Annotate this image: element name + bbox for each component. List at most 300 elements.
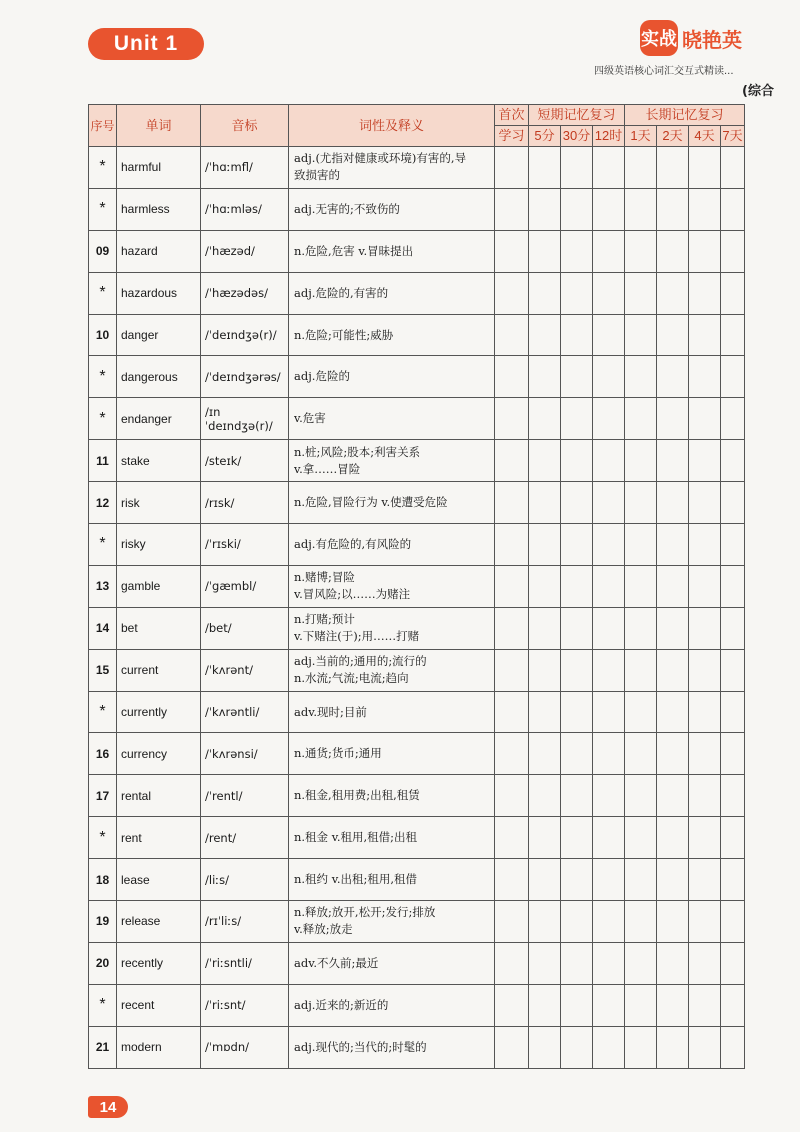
table-row — [89, 356, 745, 398]
definition-cell — [289, 859, 495, 901]
header-review-interval: 1天 — [625, 126, 657, 147]
row-number: 09 — [89, 230, 117, 272]
review-checkbox-cell[interactable] — [561, 1026, 593, 1068]
review-checkbox-cell[interactable] — [657, 398, 689, 440]
brand-subtitle: 四级英语核心词汇交互式精读... — [594, 66, 734, 77]
review-checkbox-cell[interactable] — [529, 482, 561, 524]
header-review-interval: 12时 — [593, 126, 625, 147]
review-checkbox-cell[interactable] — [625, 1026, 657, 1068]
review-checkbox-cell[interactable] — [561, 565, 593, 607]
table-row — [89, 272, 745, 314]
review-checkbox-cell[interactable] — [529, 859, 561, 901]
review-checkbox-cell[interactable] — [561, 482, 593, 524]
review-checkbox-cell[interactable] — [561, 775, 593, 817]
word-cell: harmful — [117, 147, 201, 189]
table-row — [89, 607, 745, 649]
review-checkbox-cell[interactable] — [593, 398, 625, 440]
review-checkbox-cell[interactable] — [593, 524, 625, 566]
vocabulary-table — [88, 104, 745, 1069]
definition-cell — [289, 565, 495, 607]
review-checkbox-cell[interactable] — [593, 733, 625, 775]
row-number: 12 — [89, 482, 117, 524]
review-checkbox-cell[interactable] — [495, 356, 529, 398]
definition-cell — [289, 984, 495, 1026]
review-checkbox-cell[interactable] — [593, 356, 625, 398]
review-checkbox-cell[interactable] — [495, 984, 529, 1026]
header-review-interval: 2天 — [657, 126, 689, 147]
review-checkbox-cell[interactable] — [529, 356, 561, 398]
review-checkbox-cell[interactable] — [689, 733, 721, 775]
review-checkbox-cell[interactable] — [561, 356, 593, 398]
review-checkbox-cell[interactable] — [721, 691, 745, 733]
table-row — [89, 984, 745, 1026]
row-number: 21 — [89, 1026, 117, 1068]
review-checkbox-cell[interactable] — [561, 314, 593, 356]
review-checkbox-cell[interactable] — [495, 1026, 529, 1068]
review-checkbox-cell[interactable] — [657, 524, 689, 566]
row-number: 11 — [89, 440, 117, 482]
review-checkbox-cell[interactable] — [689, 398, 721, 440]
review-checkbox-cell[interactable] — [657, 607, 689, 649]
review-checkbox-cell[interactable] — [689, 440, 721, 482]
definition-cell — [289, 607, 495, 649]
review-checkbox-cell[interactable] — [721, 230, 745, 272]
review-checkbox-cell[interactable] — [657, 356, 689, 398]
row-number: * — [89, 356, 117, 398]
phonetic-cell: /rent/ — [201, 817, 289, 859]
review-checkbox-cell[interactable] — [561, 649, 593, 691]
review-checkbox-cell[interactable] — [625, 314, 657, 356]
review-checkbox-cell[interactable] — [593, 482, 625, 524]
row-number: * — [89, 188, 117, 230]
review-checkbox-cell[interactable] — [721, 440, 745, 482]
review-checkbox-cell[interactable] — [593, 691, 625, 733]
review-checkbox-cell[interactable] — [495, 482, 529, 524]
row-number: * — [89, 147, 117, 189]
review-checkbox-cell[interactable] — [657, 272, 689, 314]
review-checkbox-cell[interactable] — [625, 565, 657, 607]
review-checkbox-cell[interactable] — [529, 188, 561, 230]
review-checkbox-cell[interactable] — [593, 147, 625, 189]
header-phonetic: 音标 — [201, 105, 289, 147]
review-checkbox-cell[interactable] — [561, 230, 593, 272]
review-checkbox-cell[interactable] — [625, 649, 657, 691]
phonetic-cell: /ˈkʌrəntli/ — [201, 691, 289, 733]
row-number: 15 — [89, 649, 117, 691]
phonetic-cell: /ˈdeɪndʒə(r)/ — [201, 314, 289, 356]
phonetic-cell: /steɪk/ — [201, 440, 289, 482]
review-checkbox-cell[interactable] — [625, 188, 657, 230]
review-checkbox-cell[interactable] — [689, 147, 721, 189]
review-checkbox-cell[interactable] — [625, 733, 657, 775]
review-checkbox-cell[interactable] — [593, 942, 625, 984]
review-checkbox-cell[interactable] — [593, 984, 625, 1026]
row-number: * — [89, 691, 117, 733]
review-checkbox-cell[interactable] — [657, 230, 689, 272]
review-checkbox-cell[interactable] — [529, 314, 561, 356]
review-checkbox-cell[interactable] — [495, 733, 529, 775]
review-checkbox-cell[interactable] — [657, 440, 689, 482]
review-checkbox-cell[interactable] — [561, 817, 593, 859]
row-number: * — [89, 524, 117, 566]
word-cell: stake — [117, 440, 201, 482]
review-checkbox-cell[interactable] — [561, 984, 593, 1026]
header-short-review: 短期记忆复习 — [529, 105, 625, 126]
phonetic-cell: /ˈriːsnt/ — [201, 984, 289, 1026]
review-checkbox-cell[interactable] — [721, 775, 745, 817]
review-checkbox-cell[interactable] — [495, 398, 529, 440]
definition-cell — [289, 524, 495, 566]
table-row — [89, 565, 745, 607]
definition-cell — [289, 440, 495, 482]
review-checkbox-cell[interactable] — [721, 565, 745, 607]
review-checkbox-cell[interactable] — [529, 984, 561, 1026]
definition-cell — [289, 314, 495, 356]
review-checkbox-cell[interactable] — [689, 691, 721, 733]
review-checkbox-cell[interactable] — [529, 230, 561, 272]
review-checkbox-cell[interactable] — [495, 188, 529, 230]
review-checkbox-cell[interactable] — [721, 524, 745, 566]
row-number: * — [89, 984, 117, 1026]
review-checkbox-cell[interactable] — [495, 230, 529, 272]
review-checkbox-cell[interactable] — [625, 398, 657, 440]
definition-cell — [289, 1026, 495, 1068]
review-checkbox-cell[interactable] — [495, 314, 529, 356]
review-checkbox-cell[interactable] — [721, 147, 745, 189]
definition-cell — [289, 901, 495, 943]
review-checkbox-cell[interactable] — [529, 440, 561, 482]
review-checkbox-cell[interactable] — [625, 356, 657, 398]
review-checkbox-cell[interactable] — [657, 817, 689, 859]
table-row — [89, 942, 745, 984]
review-checkbox-cell[interactable] — [657, 565, 689, 607]
brand-name: 晓艳英 — [682, 28, 742, 52]
review-checkbox-cell[interactable] — [495, 775, 529, 817]
review-checkbox-cell[interactable] — [689, 817, 721, 859]
definition-line: n.释放;放开,松开;发行;排放 — [294, 905, 436, 920]
review-checkbox-cell[interactable] — [689, 901, 721, 943]
review-checkbox-cell[interactable] — [495, 817, 529, 859]
definition-cell — [289, 691, 495, 733]
review-checkbox-cell[interactable] — [529, 1026, 561, 1068]
review-checkbox-cell[interactable] — [721, 1026, 745, 1068]
review-checkbox-cell[interactable] — [657, 859, 689, 901]
phonetic-cell: /ˈhæzəd/ — [201, 230, 289, 272]
review-checkbox-cell[interactable] — [561, 607, 593, 649]
review-checkbox-cell[interactable] — [529, 942, 561, 984]
review-checkbox-cell[interactable] — [561, 733, 593, 775]
review-checkbox-cell[interactable] — [657, 188, 689, 230]
review-checkbox-cell[interactable] — [529, 147, 561, 189]
review-checkbox-cell[interactable] — [495, 859, 529, 901]
review-checkbox-cell[interactable] — [593, 649, 625, 691]
phonetic-cell: /ˈhɑːmləs/ — [201, 188, 289, 230]
row-number: * — [89, 398, 117, 440]
review-checkbox-cell[interactable] — [657, 314, 689, 356]
word-cell: hazard — [117, 230, 201, 272]
definition-line: v.冒风险;以……为赌注 — [294, 587, 411, 602]
review-checkbox-cell[interactable] — [495, 524, 529, 566]
table-row — [89, 691, 745, 733]
review-checkbox-cell[interactable] — [593, 775, 625, 817]
review-checkbox-cell[interactable] — [721, 607, 745, 649]
definition-cell — [289, 398, 495, 440]
phonetic-cell: /ˈkʌrənt/ — [201, 649, 289, 691]
review-checkbox-cell[interactable] — [689, 565, 721, 607]
phonetic-cell: /rɪˈliːs/ — [201, 901, 289, 943]
review-checkbox-cell[interactable] — [625, 859, 657, 901]
definition-line: adv.不久前;最近 — [294, 955, 379, 970]
review-checkbox-cell[interactable] — [721, 733, 745, 775]
review-checkbox-cell[interactable] — [689, 272, 721, 314]
header-definition: 词性及释义 — [289, 105, 495, 147]
review-checkbox-cell[interactable] — [689, 314, 721, 356]
definition-line: n.租金 v.租用,租借;出租 — [294, 830, 418, 845]
header-review-interval: 30分 — [561, 126, 593, 147]
word-cell: danger — [117, 314, 201, 356]
word-cell: dangerous — [117, 356, 201, 398]
word-cell: risk — [117, 482, 201, 524]
review-checkbox-cell[interactable] — [657, 775, 689, 817]
review-checkbox-cell[interactable] — [721, 942, 745, 984]
row-number: 18 — [89, 859, 117, 901]
review-checkbox-cell[interactable] — [529, 565, 561, 607]
word-cell: recently — [117, 942, 201, 984]
review-checkbox-cell[interactable] — [593, 859, 625, 901]
definition-line: n.赌博;冒险 — [294, 570, 355, 585]
review-checkbox-cell[interactable] — [689, 775, 721, 817]
review-checkbox-cell[interactable] — [689, 942, 721, 984]
review-checkbox-cell[interactable] — [593, 440, 625, 482]
table-row — [89, 230, 745, 272]
table-row — [89, 524, 745, 566]
review-checkbox-cell[interactable] — [625, 482, 657, 524]
review-checkbox-cell[interactable] — [561, 147, 593, 189]
header-review-interval: 5分 — [529, 126, 561, 147]
review-checkbox-cell[interactable] — [721, 398, 745, 440]
definition-cell — [289, 482, 495, 524]
definition-cell — [289, 942, 495, 984]
word-cell: gamble — [117, 565, 201, 607]
review-checkbox-cell[interactable] — [625, 691, 657, 733]
word-cell: modern — [117, 1026, 201, 1068]
review-checkbox-cell[interactable] — [495, 649, 529, 691]
review-checkbox-cell[interactable] — [625, 775, 657, 817]
review-checkbox-cell[interactable] — [529, 398, 561, 440]
review-checkbox-cell[interactable] — [495, 942, 529, 984]
review-checkbox-cell[interactable] — [721, 314, 745, 356]
review-checkbox-cell[interactable] — [529, 901, 561, 943]
row-number: 16 — [89, 733, 117, 775]
definition-line: n.危险;可能性;威胁 — [294, 327, 394, 342]
definition-cell — [289, 775, 495, 817]
review-checkbox-cell[interactable] — [657, 733, 689, 775]
review-checkbox-cell[interactable] — [657, 984, 689, 1026]
review-checkbox-cell[interactable] — [561, 440, 593, 482]
review-checkbox-cell[interactable] — [529, 775, 561, 817]
review-checkbox-cell[interactable] — [625, 942, 657, 984]
series-tag: (综合 — [742, 84, 774, 99]
review-checkbox-cell[interactable] — [593, 188, 625, 230]
review-checkbox-cell[interactable] — [657, 901, 689, 943]
review-checkbox-cell[interactable] — [529, 272, 561, 314]
review-checkbox-cell[interactable] — [593, 314, 625, 356]
header-no: 序号 — [89, 105, 117, 147]
review-checkbox-cell[interactable] — [561, 901, 593, 943]
definition-line: adj.现代的;当代的;时髦的 — [294, 1039, 427, 1054]
review-checkbox-cell[interactable] — [561, 942, 593, 984]
review-checkbox-cell[interactable] — [529, 691, 561, 733]
review-checkbox-cell[interactable] — [529, 607, 561, 649]
word-cell: rental — [117, 775, 201, 817]
review-checkbox-cell[interactable] — [593, 817, 625, 859]
review-checkbox-cell[interactable] — [625, 147, 657, 189]
review-checkbox-cell[interactable] — [495, 901, 529, 943]
review-checkbox-cell[interactable] — [721, 482, 745, 524]
definition-line: adj.危险的,有害的 — [294, 285, 389, 300]
unit-label: Unit 1 — [88, 28, 204, 60]
review-checkbox-cell[interactable] — [689, 482, 721, 524]
word-cell: harmless — [117, 188, 201, 230]
table-row — [89, 859, 745, 901]
review-checkbox-cell[interactable] — [689, 607, 721, 649]
review-checkbox-cell[interactable] — [625, 440, 657, 482]
table-row — [89, 649, 745, 691]
header-review-interval: 4天 — [689, 126, 721, 147]
phonetic-cell: /ˈgæmbl/ — [201, 565, 289, 607]
review-checkbox-cell[interactable] — [689, 230, 721, 272]
review-checkbox-cell[interactable] — [495, 607, 529, 649]
review-checkbox-cell[interactable] — [561, 398, 593, 440]
definition-line: adj.当前的;通用的;流行的 — [294, 654, 427, 669]
row-number: * — [89, 817, 117, 859]
review-checkbox-cell[interactable] — [593, 1026, 625, 1068]
review-checkbox-cell[interactable] — [689, 859, 721, 901]
review-checkbox-cell[interactable] — [721, 649, 745, 691]
table-row — [89, 314, 745, 356]
phonetic-cell: /ˈrentl/ — [201, 775, 289, 817]
review-checkbox-cell[interactable] — [561, 188, 593, 230]
review-checkbox-cell[interactable] — [593, 272, 625, 314]
review-checkbox-cell[interactable] — [593, 901, 625, 943]
review-checkbox-cell[interactable] — [721, 984, 745, 1026]
review-checkbox-cell[interactable] — [593, 565, 625, 607]
definition-line: v.释放;放走 — [294, 922, 353, 937]
definition-line: adv.现时;目前 — [294, 704, 367, 719]
review-checkbox-cell[interactable] — [529, 817, 561, 859]
review-checkbox-cell[interactable] — [657, 482, 689, 524]
definition-cell — [289, 817, 495, 859]
review-checkbox-cell[interactable] — [625, 524, 657, 566]
review-checkbox-cell[interactable] — [561, 691, 593, 733]
word-cell: rent — [117, 817, 201, 859]
phonetic-cell: /ɪnˈdeɪndʒə(r)/ — [201, 398, 289, 440]
definition-line: n.打赌;预计 — [294, 612, 355, 627]
phonetic-cell: /ˈrɪski/ — [201, 524, 289, 566]
phonetic-cell: /ˈhɑːmfl/ — [201, 147, 289, 189]
review-checkbox-cell[interactable] — [593, 607, 625, 649]
definition-line: n.租金,租用费;出租,租赁 — [294, 788, 420, 803]
review-checkbox-cell[interactable] — [495, 565, 529, 607]
review-checkbox-cell[interactable] — [625, 817, 657, 859]
word-cell: release — [117, 901, 201, 943]
definition-cell — [289, 147, 495, 189]
review-checkbox-cell[interactable] — [657, 1026, 689, 1068]
review-checkbox-cell[interactable] — [561, 272, 593, 314]
review-checkbox-cell[interactable] — [721, 356, 745, 398]
row-number: 20 — [89, 942, 117, 984]
review-checkbox-cell[interactable] — [529, 733, 561, 775]
review-checkbox-cell[interactable] — [495, 440, 529, 482]
review-checkbox-cell[interactable] — [561, 524, 593, 566]
definition-line: n.水流;气流;电流;趋向 — [294, 671, 409, 686]
review-checkbox-cell[interactable] — [561, 859, 593, 901]
definition-line: n.危险,危害 v.冒昧提出 — [294, 243, 414, 258]
review-checkbox-cell[interactable] — [721, 188, 745, 230]
review-checkbox-cell[interactable] — [721, 817, 745, 859]
review-checkbox-cell[interactable] — [689, 984, 721, 1026]
row-number: 17 — [89, 775, 117, 817]
review-checkbox-cell[interactable] — [689, 356, 721, 398]
review-checkbox-cell[interactable] — [593, 230, 625, 272]
review-checkbox-cell[interactable] — [657, 942, 689, 984]
review-checkbox-cell[interactable] — [625, 984, 657, 1026]
review-checkbox-cell[interactable] — [529, 524, 561, 566]
brand-header — [640, 20, 800, 60]
definition-cell — [289, 230, 495, 272]
phonetic-cell: /ˈkʌrənsi/ — [201, 733, 289, 775]
phonetic-cell: /rɪsk/ — [201, 482, 289, 524]
phonetic-cell: /bet/ — [201, 607, 289, 649]
review-checkbox-cell[interactable] — [689, 188, 721, 230]
word-cell: currency — [117, 733, 201, 775]
row-number: 14 — [89, 607, 117, 649]
definition-line: n.通货;货币;通用 — [294, 746, 382, 761]
definition-line: n.桩;风险;股本;利害关系 — [294, 444, 421, 459]
definition-cell — [289, 356, 495, 398]
review-checkbox-cell[interactable] — [625, 901, 657, 943]
review-checkbox-cell[interactable] — [495, 691, 529, 733]
review-checkbox-cell[interactable] — [721, 901, 745, 943]
review-checkbox-cell[interactable] — [721, 272, 745, 314]
review-checkbox-cell[interactable] — [689, 1026, 721, 1068]
definition-line: v.拿……冒险 — [294, 461, 361, 476]
review-checkbox-cell[interactable] — [689, 524, 721, 566]
review-checkbox-cell[interactable] — [529, 649, 561, 691]
review-checkbox-cell[interactable] — [689, 649, 721, 691]
review-checkbox-cell[interactable] — [625, 272, 657, 314]
definition-cell — [289, 188, 495, 230]
phonetic-cell: /ˈriːsntli/ — [201, 942, 289, 984]
row-number: * — [89, 272, 117, 314]
review-checkbox-cell[interactable] — [657, 649, 689, 691]
row-number: 10 — [89, 314, 117, 356]
review-checkbox-cell[interactable] — [625, 607, 657, 649]
review-checkbox-cell[interactable] — [625, 230, 657, 272]
review-checkbox-cell[interactable] — [495, 272, 529, 314]
header-word: 单词 — [117, 105, 201, 147]
word-cell: risky — [117, 524, 201, 566]
review-checkbox-cell[interactable] — [495, 147, 529, 189]
definition-line: n.危险,冒险行为 v.使遭受危险 — [294, 495, 448, 510]
review-checkbox-cell[interactable] — [657, 691, 689, 733]
row-number: 13 — [89, 565, 117, 607]
table-row — [89, 775, 745, 817]
review-checkbox-cell[interactable] — [721, 859, 745, 901]
review-checkbox-cell[interactable] — [657, 147, 689, 189]
header-first-study-top: 首次 — [495, 105, 529, 126]
table-row — [89, 482, 745, 524]
